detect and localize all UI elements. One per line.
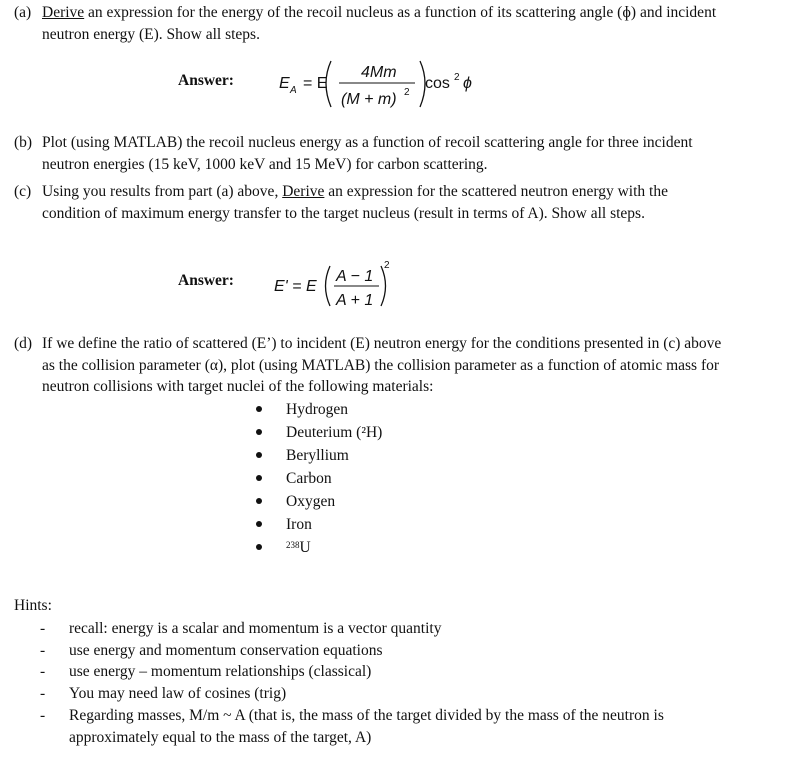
question-b	[14, 132, 726, 175]
hints-title: Hints:	[14, 597, 52, 614]
question-c-verb: Derive	[282, 183, 325, 200]
formula-c-lhs: E' = E	[274, 278, 317, 295]
formula-a-trig-exp: 2	[454, 72, 460, 83]
question-c	[14, 181, 726, 224]
formula-a-denominator: (M + m)	[341, 91, 397, 108]
bullet-icon	[256, 498, 262, 504]
formula-a-eq: = E	[303, 75, 328, 92]
question-a-verb: Derive	[42, 4, 85, 21]
question-d	[14, 333, 726, 398]
formula-a-den-exp: 2	[404, 87, 410, 98]
dash-icon: -	[40, 685, 46, 702]
question-a-rest: an expression for the energy of the recoil nucleus as a function of its scattering angle (ɸ) and incident neutron energy (E). Show all steps.	[42, 4, 717, 43]
question-a	[14, 2, 726, 45]
formula-c	[272, 258, 432, 318]
bullet-icon	[256, 544, 262, 550]
bullet-icon	[256, 452, 262, 458]
formula-a-trig: cos	[425, 75, 450, 92]
formula-a-numerator: 4Mm	[361, 64, 397, 81]
question-d-text: If we define the ratio of scattered (E’) to incident (E) neutron energy for the conditions presented in (c) above as the collision parameter (α), plot (using MATLAB) the collision parameter as a function of atomic mass for neutron collisions with target nuclei of the following materials:	[42, 335, 722, 395]
uranium-mass: 238	[286, 540, 300, 550]
formula-a-angle: ϕ	[463, 75, 472, 92]
uranium-symbol: U	[299, 539, 311, 556]
formula-a	[275, 55, 535, 115]
dash-icon: -	[40, 642, 46, 659]
question-c-pre: Using you results from part (a) above,	[42, 183, 283, 200]
dash-icon: -	[40, 663, 46, 680]
formula-a-lhs: E	[279, 75, 290, 92]
bullet-icon	[256, 475, 262, 481]
formula-c-right-paren	[381, 266, 386, 306]
question-a-text	[42, 2, 726, 45]
question-c-label: (c)	[14, 183, 32, 200]
formula-a-lhs-sub: A	[290, 85, 297, 96]
question-b-text: Plot (using MATLAB) the recoil nucleus energy as a function of recoil scattering angle for three incident neutron energies (15 keV, 1000 keV and 15 MeV) for carbon scattering.	[42, 134, 693, 173]
formula-c-numerator: A − 1	[336, 268, 374, 285]
question-c-rest: an expression for the scattered neutron energy with the condition of maximum energy transfer to the target nucleus (result in terms of A). Show all steps.	[42, 183, 668, 222]
question-b-label: (b)	[14, 134, 33, 151]
bullet-icon	[256, 521, 262, 527]
bullet-icon	[256, 429, 262, 435]
answer-c-label: Answer:	[178, 272, 234, 289]
question-a-label: (a)	[14, 4, 32, 21]
question-c-text	[42, 181, 726, 224]
dash-icon: -	[40, 620, 46, 637]
bullet-icon	[256, 406, 262, 412]
answer-a-label: Answer:	[178, 72, 234, 89]
question-d-label: (d)	[14, 335, 33, 352]
formula-c-left-paren	[326, 266, 331, 306]
formula-c-exp: 2	[384, 260, 390, 271]
formula-c-denominator: A + 1	[336, 292, 374, 309]
dash-icon: -	[40, 707, 46, 724]
